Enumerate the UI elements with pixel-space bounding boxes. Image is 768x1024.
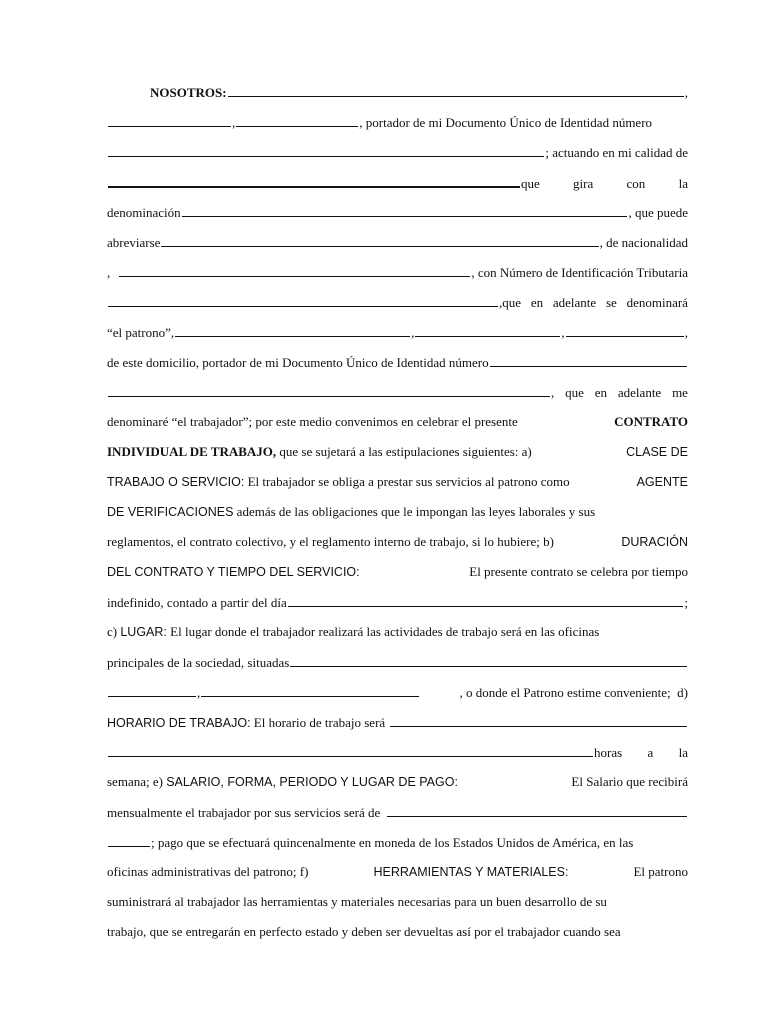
word: me [672,385,688,400]
verificaciones-text: DE VERIFICACIONES [107,505,234,519]
line-7 [107,264,688,281]
dui-number-blank[interactable] [108,144,544,157]
word: denominará [626,295,688,310]
item-c: c) [107,624,121,639]
comma: , [107,265,111,280]
word: , [551,385,555,400]
direccion-blank-2[interactable] [108,684,196,697]
obligaciones-text: además de las obligaciones que le impongan las leyes laborales y sus [233,504,596,519]
domicilio-text: de este domicilio, portador de mi Documento Único de Identidad número [107,355,489,370]
name-blank-a[interactable] [108,114,231,127]
indefinido-text: indefinido, contado a partir del día [107,595,287,610]
contrato-heading: CONTRATO [614,414,688,429]
line-3 [107,144,688,161]
line-23 [107,744,688,761]
comma: , [232,115,236,130]
nosotros-label: NOSOTROS: [150,85,227,100]
line-4-words [521,176,688,192]
calidad-text: ; actuando en mi calidad de [545,145,688,160]
pago-text: ; pago que se efectuará quincenalmente en moneda de los Estados Unidos de América, en las [151,835,634,850]
word: en [530,295,544,310]
line-1-end: , [684,85,688,100]
line-16 [107,534,688,550]
abreviarse-label: abreviarse [107,235,161,250]
direccion-blank-3[interactable] [201,684,419,697]
word: adelante [617,385,662,400]
estipulaciones-text: que se sujetará a las estipulaciones siguientes: a) [276,444,532,459]
line-8 [107,294,688,311]
line-21 [107,684,688,701]
agente-text: AGENTE [636,475,688,489]
word: que [521,176,540,191]
word: se [605,295,617,310]
nit-text: , con Número de Identificación Tributaria [471,265,688,280]
line-26 [107,834,688,851]
line-nosotros [150,84,688,101]
tiempo-text: El presente contrato se celebra por tiempo [469,564,688,579]
line-24 [107,774,688,790]
line-17 [107,564,688,580]
nit-blank[interactable] [108,294,498,307]
line-4 [107,174,688,192]
word: ,que [499,295,522,310]
word: a [647,745,654,760]
word: adelante [552,295,597,310]
comma: , [684,325,688,340]
line-6 [107,234,688,251]
patrono-blank-b[interactable] [415,324,560,337]
word: que [565,385,584,400]
word: gira [573,176,594,191]
line-2 [107,114,688,131]
semana-text: semana; e) [107,774,167,789]
party-name-blank[interactable] [228,84,684,97]
comma: , [411,325,415,340]
word: la [678,745,688,760]
word: la [678,176,688,191]
mensualmente-text: mensualmente el trabajador por sus servicios será de [107,805,381,820]
line-15 [107,504,688,520]
el-patrono-label: “el patrono”, [107,325,175,340]
denominacion-label: denominación [107,205,181,220]
line-20 [107,654,688,671]
line-19 [107,624,688,640]
denominacion-blank[interactable] [182,204,628,217]
line-11 [107,384,688,401]
el-patrono-text: El patrono [633,864,688,879]
herramientas-heading: HERRAMIENTAS Y MATERIALES: [373,865,569,879]
comma: , [561,325,565,340]
horario-text: El horario de trabajo será [250,715,386,730]
que-puede-text: , que puede [628,205,688,220]
conveniente-wrap [420,685,688,701]
lugar-text: El lugar donde el trabajador realizará las actividades de trabajo será en las oficinas [166,624,600,639]
situadas-text: principales de la sociedad, situadas [107,655,290,670]
abreviatura-blank[interactable] [161,234,598,247]
line-27 [107,864,688,880]
line-18 [107,594,688,611]
fecha-inicio-blank[interactable] [288,594,684,607]
line-25 [107,804,688,821]
direccion-blank[interactable] [290,654,687,667]
line-23-words [594,745,688,761]
clase-heading: CLASE DE [626,445,688,459]
line-9 [107,324,688,341]
line-10 [107,354,688,371]
calidad-blank[interactable] [108,174,520,188]
reglamentos-text: reglamentos, el contrato colectivo, y el reglamento interno de trabajo, si lo hubiere; b) [107,534,554,549]
duracion-heading: DURACIÓN [621,535,688,549]
lugar-heading: LUGAR: [120,625,167,639]
line-14 [107,474,688,490]
horario-blank[interactable] [390,714,687,727]
salario-heading: SALARIO, FORMA, PERIODO Y LUGAR DE PAGO: [166,775,458,789]
line-28 [107,894,688,910]
word: horas [594,745,623,760]
line-13 [107,444,688,460]
trabajador-text: denominaré “el trabajador”; por este medio convenimos en celebrar el presente [107,414,518,429]
line-12 [107,414,688,430]
oficinas-text: oficinas administrativas del patrono; f) [107,864,309,879]
obliga-text: El trabajador se obliga a prestar sus servicios al patrono como [244,474,570,489]
dui-text: , portador de mi Documento Único de Identidad número [359,115,653,130]
word: en [594,385,608,400]
line-5 [107,204,688,221]
trabajo-servicio-heading: TRABAJO O SERVICIO: [107,475,245,489]
line-11-words [551,385,688,401]
line-8-words [499,295,688,311]
conveniente-text: , o donde el Patrono estime conveniente; d) [459,685,688,700]
line-29 [107,924,688,940]
patrono-blank-a[interactable] [175,324,410,337]
salario-text: El Salario que recibirá [571,774,688,789]
trabajador-dui-blank[interactable] [490,354,687,367]
comma: , [197,685,201,700]
del-contrato-heading: DEL CONTRATO Y TIEMPO DEL SERVICIO: [107,565,360,579]
name-blank-b[interactable] [236,114,358,127]
trabajador-dui-blank-2[interactable] [108,384,550,397]
line-22 [107,714,688,731]
semicolon: ; [684,595,688,610]
entregaran-text: trabajo, que se entregarán en perfecto estado y deben ser devueltas así por el trabajador cuando sea [107,924,621,939]
salario-blank-2[interactable] [108,834,150,847]
horas-blank[interactable] [108,744,593,757]
patrono-blank-c[interactable] [566,324,684,337]
nacionalidad-blank[interactable] [119,264,470,277]
nacionalidad-text: , de nacionalidad [599,235,688,250]
horario-heading: HORARIO DE TRABAJO: [107,716,251,730]
word: con [626,176,646,191]
salario-blank[interactable] [387,804,687,817]
suministrara-text: suministrará al trabajador las herramientas y materiales necesarias para un buen desarrollo de su [107,894,607,909]
individual-heading: INDIVIDUAL DE TRABAJO, [107,444,277,459]
